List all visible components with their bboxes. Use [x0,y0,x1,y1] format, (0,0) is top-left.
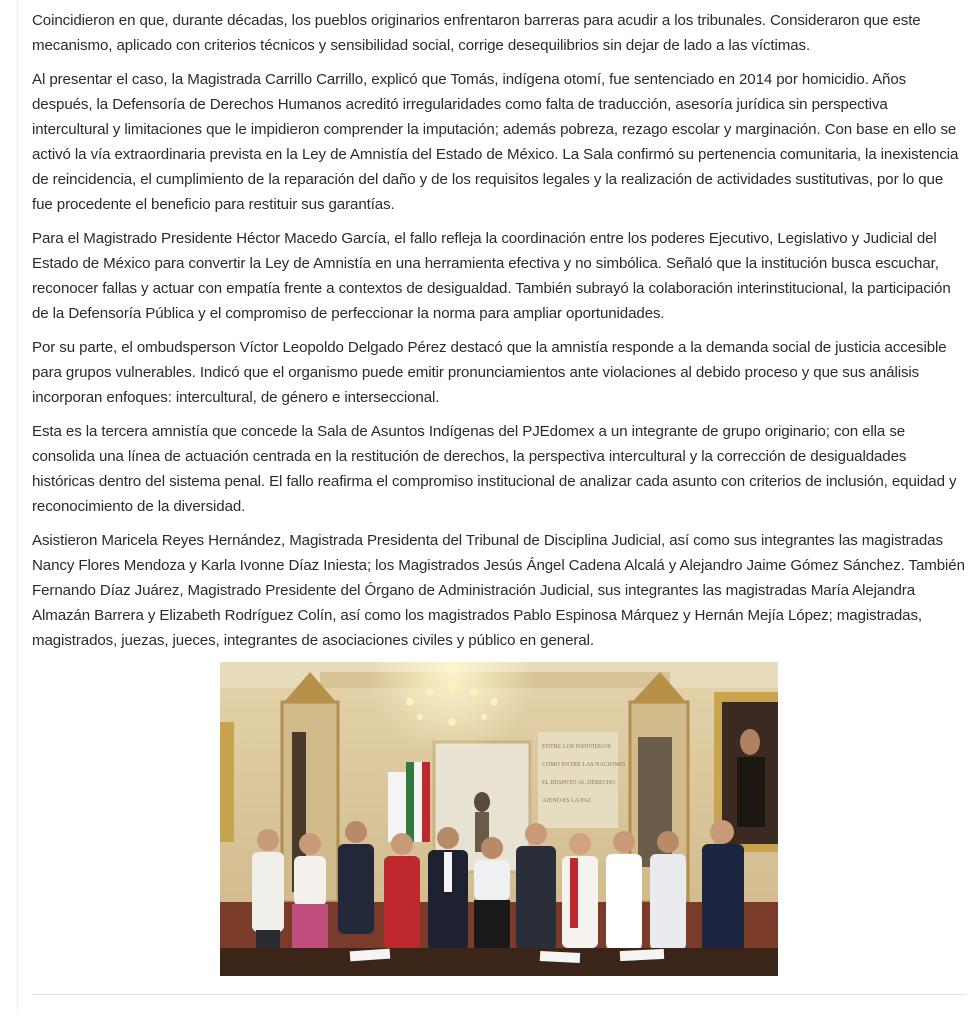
svg-text:COMO ENTRE LAS NACIONES: COMO ENTRE LAS NACIONES [542,762,626,768]
paragraph-6: Asistieron Maricela Reyes Hernández, Magistrada Presidenta del Tribunal de Disciplina Judicial, así como sus integrantes las magistradas Nancy Flores Mendoza y Karla Ivonne Díaz Iniesta; los Magistrados Jesús Ángel Cadena Alcalá y Alejandro Jaime Gómez Sánchez. También Fernando Díaz Juárez, Magistrado Presidente del Órgano de Administración Judicial, sus integrantes las magistradas María Alejandra Almazán Barrera y Elizabeth Rodríguez Colín, así como los magistrados Pablo Espinosa Márquez y Hernán Mejía López; magistradas, magistrados, juezas, jueces, integrantes de asociaciones civiles y público en general. [32,532,965,649]
svg-text:AJENO ES LA PAZ: AJENO ES LA PAZ [542,798,591,804]
paragraph-4: Por su parte, el ombudsperson Víctor Leopoldo Delgado Pérez destacó que la amnistía responde a la demanda social de justicia accesible para grupos vulnerables. Indicó que el organismo puede emitir pronunciamientos ante violaciones al debido proceso y que sus análisis incorporan enfoques: intercultural, de género e interseccional. [32,339,947,406]
paragraph-1: Coincidieron en que, durante décadas, los pueblos originarios enfrentaron barreras para acudir a los tribunales. Consideraron que este mecanismo, aplicado con criterios técnicos y sensibilidad social, corrige desequilibrios sin dejar de lado a las víctimas. [32,12,921,54]
paragraph-3: Para el Magistrado Presidente Héctor Macedo García, el fallo refleja la coordinación entre los poderes Ejecutivo, Legislativo y Judicial del Estado de México para convertir la Ley de Amnistía en una herramienta efectiva y no simbólica. Señaló que la institución busca escuchar, reconocer fallas y actuar con empatía frente a contextos de desigualdad. También subrayó la colaboración interinstitucional, la participación de la Defensoría Pública y el compromiso de perfeccionar la norma para ampliar oportunidades. [32,230,951,322]
paragraph-5: Esta es la tercera amnistía que concede la Sala de Asuntos Indígenas del PJEdomex a un integrante de grupo originario; con ella se consolida una línea de actuación centrada en la restitución de derechos, la perspectiva intercultural y la corrección de desigualdades históricas dentro del sistema penal. El fallo reafirma el compromiso institucional de analizar cada asunto con criterios de inclusión, equidad y reconocimiento de la diversidad. [32,423,957,515]
paragraph-2: Al presentar el caso, la Magistrada Carrillo Carrillo, explicó que Tomás, indígena otomí, fue sentenciado en 2014 por homicidio. Años después, la Defensoría de Derechos Humanos acreditó irregularidades como falta de traducción, asesoría jurídica sin perspectiva intercultural y limitaciones que le impidieron comprender la imputación; además pobreza, rezago escolar y marginación. Con base en ello se activó la vía extraordinaria prevista en la Ley de Amnistía del Estado de México. La Sala confirmó su pertenencia comunitaria, la inexistencia de reincidencia, el cumplimiento de la reparación del daño y de los requisitos legales y la realización de actividades sustitutivas, por lo que fue procedente el beneficio para restituir sus garantías. [32,71,959,213]
svg-text:EL RESPETO AL DERECHO: EL RESPETO AL DERECHO [542,780,616,786]
conference-table [220,948,778,976]
svg-text:ENTRE LOS INDIVIDUOS: ENTRE LOS INDIVIDUOS [542,744,611,750]
section-divider [32,994,966,995]
article-photo[interactable] [220,662,778,976]
article-body [32,8,966,662]
left-border [17,0,18,1010]
group-photo-illustration [220,662,778,976]
